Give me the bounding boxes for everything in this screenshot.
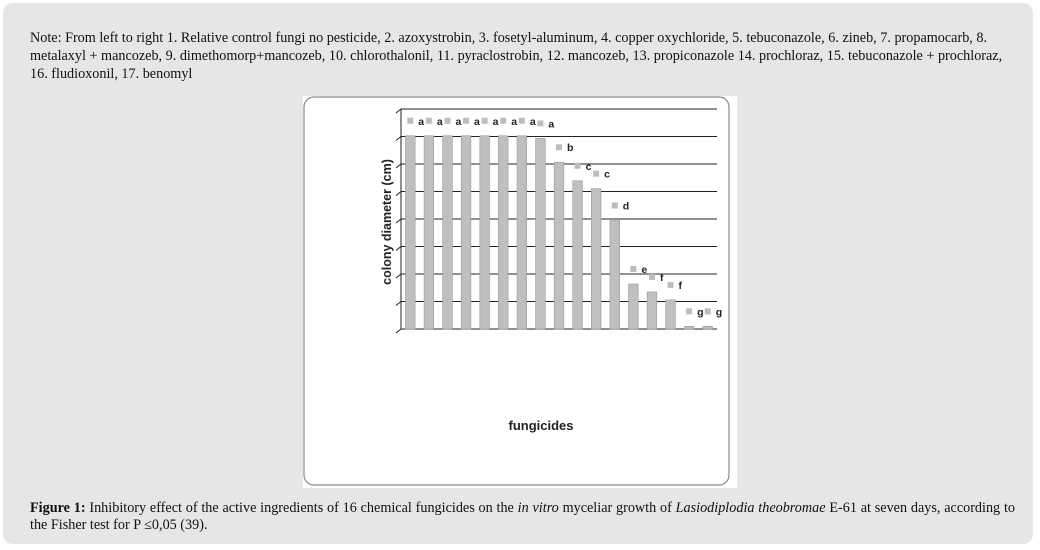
label-marker-16 [686, 308, 692, 314]
figure-panel [3, 3, 1033, 544]
bar-14 [647, 292, 657, 329]
bar-2 [424, 136, 434, 329]
significance-letter-10: c [585, 160, 592, 173]
bar-3 [443, 136, 453, 329]
label-marker-10 [575, 163, 581, 169]
x-axis-label: fungicides [508, 418, 574, 433]
significance-letter-11: c [604, 168, 611, 181]
caption-text-3: E-61 at seven days, according to the Fisher test for P ≤0,05 (39). [30, 500, 1015, 533]
bar-16 [684, 326, 694, 329]
bar-chart [303, 96, 737, 488]
label-marker-8 [537, 120, 543, 126]
caption-text-1: Inhibitory effect of the active ingredients of 16 chemical fungicides on the [85, 500, 518, 516]
label-marker-15 [668, 282, 674, 288]
label-marker-12 [612, 202, 618, 208]
significance-letter-17: g [715, 306, 723, 319]
label-marker-13 [630, 266, 636, 272]
bar-15 [666, 300, 676, 329]
significance-letter-7: a [529, 115, 536, 128]
bar-1 [405, 136, 415, 329]
bar-12 [610, 220, 620, 329]
bar-9 [554, 162, 564, 329]
bar-17 [703, 326, 713, 329]
significance-letter-3: a [455, 115, 462, 128]
caption-italic-1: in vitro [517, 500, 559, 516]
significance-letter-15: f [678, 279, 683, 292]
figure-note: Note: From left to right 1. Relative control fungi no pesticide, 2. azoxystrobin, 3. fosetyl-aluminum, 4. copper oxychloride, 5. tebuconazole, 6. zineb, 7. propamocarb, 8. metalaxyl + mancozeb, 9. dimethomorp+mancozeb, 10. chlorothalonil, 11. pyraclostrobin, 12. mancozeb, 13. propiconazole 14. prochloraz, 15. tebuconazole + prochloraz, 16. fludioxonil, 17. benomyl [30, 30, 1003, 82]
label-marker-1 [407, 118, 413, 124]
bar-8 [536, 138, 546, 329]
significance-letter-13: e [641, 264, 648, 276]
bar-11 [591, 189, 601, 329]
figure-caption [30, 500, 1015, 534]
y-axis-label: colony diameter (cm) [380, 159, 394, 285]
caption-text-2: myceliar growth of [558, 500, 676, 516]
label-marker-11 [593, 171, 599, 177]
significance-letter-4: a [474, 115, 480, 128]
label-marker-3 [444, 118, 450, 124]
significance-letter-5: a [492, 115, 499, 128]
label-marker-14 [649, 274, 655, 280]
label-marker-17 [705, 308, 711, 314]
label-marker-7 [519, 118, 525, 124]
significance-letter-6: a [511, 115, 518, 128]
bar-6 [498, 136, 508, 329]
significance-letter-1: a [418, 115, 425, 128]
caption-italic-2: Lasiodiplodia theobromae [675, 500, 826, 516]
bar-4 [461, 136, 471, 329]
bar-5 [480, 136, 490, 329]
label-marker-4 [463, 118, 469, 124]
label-marker-9 [556, 144, 562, 150]
bar-10 [573, 181, 583, 329]
significance-letter-8: a [548, 118, 555, 131]
chart-image [303, 96, 737, 488]
caption-label: Figure 1: [30, 500, 86, 516]
significance-letter-9: b [567, 142, 574, 155]
label-marker-2 [426, 118, 432, 124]
significance-letter-2: a [436, 115, 443, 128]
bar-7 [517, 136, 527, 329]
significance-letter-16: g [697, 306, 704, 319]
bar-13 [629, 284, 639, 329]
significance-letter-14: f [659, 271, 664, 284]
label-marker-6 [500, 118, 506, 124]
significance-letter-12: d [622, 200, 630, 213]
label-marker-5 [482, 118, 488, 124]
